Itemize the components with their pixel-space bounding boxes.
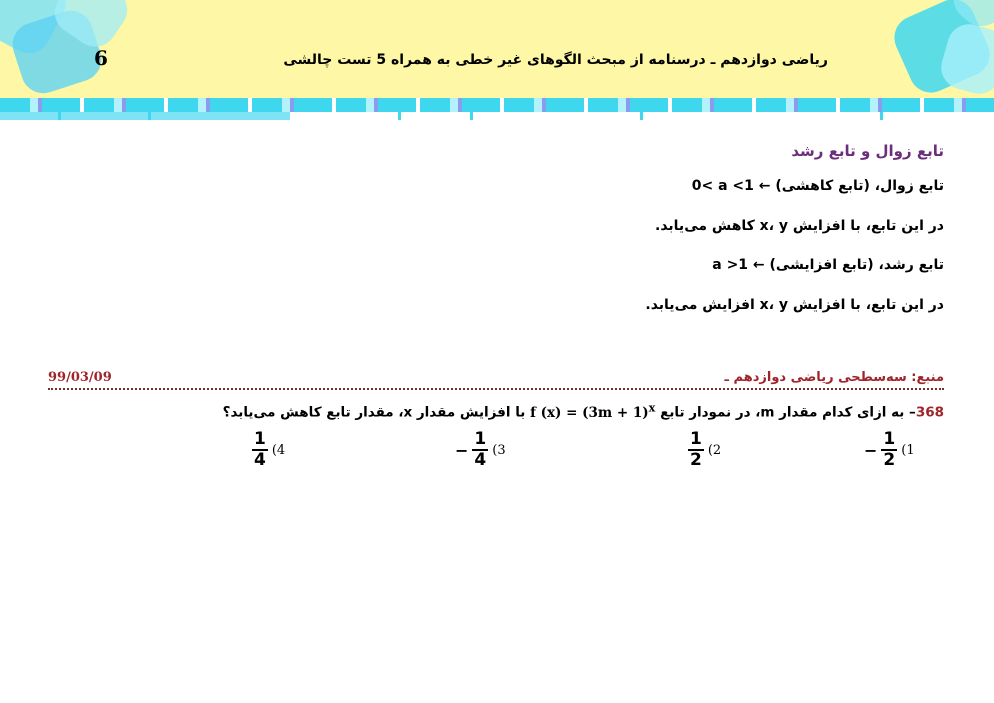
option-fraction: $\frac{1}{2}$ [690, 429, 702, 470]
option-fraction: $\frac{1}{4}$ [474, 429, 487, 470]
option-label: (2 [707, 442, 722, 458]
page-number: 6 [94, 46, 108, 70]
option-fraction: $\frac{1}{4}$ [254, 429, 266, 470]
header-band [0, 98, 994, 112]
option-sign: − [864, 440, 878, 460]
question-number: 368 [915, 404, 944, 421]
option-label: (4 [271, 442, 286, 458]
option-label: (3 [492, 442, 506, 458]
source-line [48, 370, 944, 390]
question-formula: f $(x) = (3m + 1)^x$ [530, 400, 656, 421]
question-text-before: – به ازای کدام مقدار m، در نمودار تابع [660, 404, 916, 421]
option-label: (1 [901, 442, 915, 458]
page-header [0, 0, 994, 100]
header-underband [0, 112, 994, 120]
source-date: 99/03/09 [48, 370, 112, 385]
option-3[interactable] [455, 430, 506, 470]
option-4[interactable] [248, 430, 285, 470]
option-2[interactable] [684, 430, 721, 470]
question-stem [223, 400, 944, 421]
option-1[interactable] [864, 430, 915, 470]
decay-definition [692, 178, 944, 194]
growth-label: تابع رشد، (تابع افزایشی) ← [752, 257, 944, 273]
source-label: منبع: سه‌سطحی ریاضی دوازدهم ـ [724, 370, 944, 385]
question-text-after: با افزایش مقدار x، مقدار تابع کاهش می‌یابد؟ [222, 404, 526, 421]
option-sign: − [455, 440, 469, 460]
option-fraction: $\frac{1}{2}$ [883, 429, 896, 470]
growth-condition: a >1 [712, 257, 749, 273]
growth-definition [712, 257, 944, 273]
growth-note: در این تابع، با افزایش x، y افزایش می‌یابد. [645, 297, 944, 313]
header-title: ریاضی دوازدهم ـ درسنامه از مبحث الگوهای غیر خطی به همراه 5 تست چالشی [283, 52, 828, 68]
decay-label: تابع زوال، (تابع کاهشی) ← [758, 178, 944, 194]
section-title: تابع زوال و تابع رشد [791, 142, 944, 160]
decay-condition: 0< a <1 [691, 178, 754, 194]
formula-exponent: x [648, 400, 656, 414]
decay-note: در این تابع، با افزایش x، y کاهش می‌یابد. [655, 218, 944, 234]
